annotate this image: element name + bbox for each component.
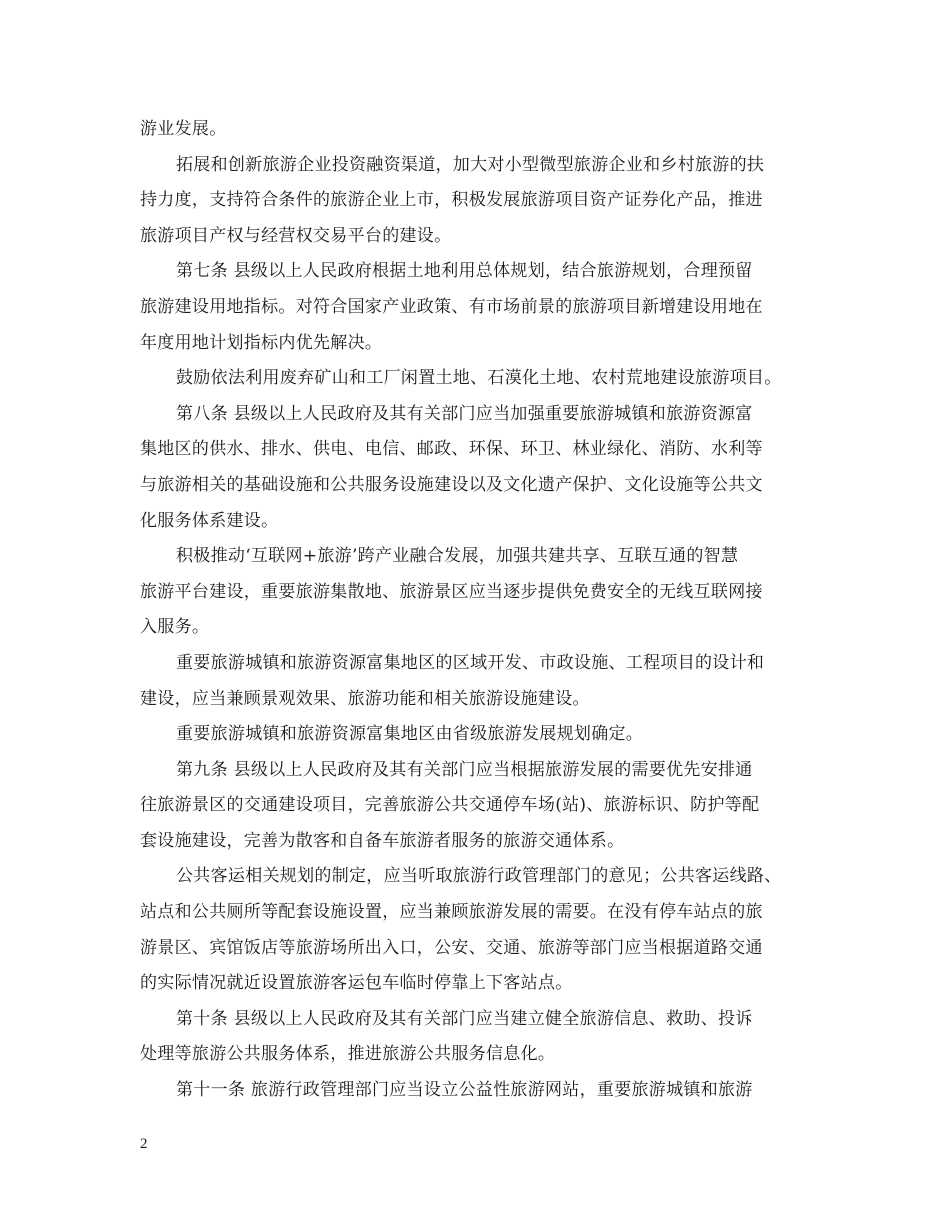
text-line: 第九条 县级以上人民政府及其有关部门应当根据旅游发展的需要优先安排通 <box>176 759 753 780</box>
text-line: 与旅游相关的基础设施和公共服务设施建设以及文化遗产保护、文化设施等公共文 <box>140 474 763 495</box>
text-line: 的实际情况就近设置旅游客运包车临时停靠上下客站点。 <box>140 973 573 994</box>
text-line: 重要旅游城镇和旅游资源富集地区由省级旅游发展规划确定。 <box>176 724 644 745</box>
text-line: 集地区的供水、排水、供电、电信、邮政、环保、环卫、林业绿化、消防、水利等 <box>140 439 763 460</box>
document-body <box>140 112 812 1109</box>
text-line: 持力度，支持符合条件的旅游企业上市，积极发展旅游项目资产证券化产品，推进 <box>140 190 763 211</box>
text-line: 第十一条 旅游行政管理部门应当设立公益性旅游网站，重要旅游城镇和旅游 <box>176 1080 753 1101</box>
text-line: 游业发展。 <box>140 119 227 139</box>
text-line: 第十条 县级以上人民政府及其有关部门应当建立健全旅游信息、救助、投诉 <box>176 1008 753 1029</box>
text-line: 套设施建设，完善为散客和自备车旅游者服务的旅游交通体系。 <box>140 830 625 851</box>
text-line: 积极推动‘互联网+旅游’跨产业融合发展，加强共建共享、互联互通的智慧 <box>176 546 739 567</box>
text-line: 旅游项目产权与经营权交易平台的建设。 <box>140 225 452 246</box>
text-line: 第七条 县级以上人民政府根据土地利用总体规划，结合旅游规划，合理预留 <box>176 261 753 282</box>
text-line: 入服务。 <box>140 617 210 638</box>
text-line: 年度用地计划指标内优先解决。 <box>140 332 383 353</box>
text-line: 拓展和创新旅游企业投资融资渠道，加大对小型微型旅游企业和乡村旅游的扶 <box>176 154 765 175</box>
text-line: 往旅游景区的交通建设项目，完善旅游公共交通停车场(站)、旅游标识、防护等配 <box>140 795 760 816</box>
text-line: 重要旅游城镇和旅游资源富集地区的区域开发、市政设施、工程项目的设计和 <box>176 652 765 673</box>
text-line: 游景区、宾馆饭店等旅游场所出入口，公安、交通、旅游等部门应当根据道路交通 <box>140 937 763 958</box>
text-line: 建设，应当兼顾景观效果、旅游功能和相关旅游设施建设。 <box>140 688 590 709</box>
text-line: 站点和公共厕所等配套设施设置，应当兼顾旅游发展的需要。在没有停车站点的旅 <box>140 902 763 923</box>
text-line: 处理等旅游公共服务体系，推进旅游公共服务信息化。 <box>140 1044 556 1065</box>
text-line: 鼓励依法利用废弃矿山和工厂闲置土地、石漠化土地、农村荒地建设旅游项目。 <box>176 368 782 389</box>
text-line: 公共客运相关规划的制定，应当听取旅游行政管理部门的意见；公共客运线路、 <box>176 866 782 887</box>
page-number: 2 <box>140 1136 148 1152</box>
text-line: 第八条 县级以上人民政府及其有关部门应当加强重要旅游城镇和旅游资源富 <box>176 403 753 424</box>
text-line: 化服务体系建设。 <box>140 510 279 531</box>
text-line: 旅游平台建设，重要旅游集散地、旅游景区应当逐步提供免费安全的无线互联网接 <box>140 581 763 602</box>
text-line: 旅游建设用地指标。对符合国家产业政策、有市场前景的旅游项目新增建设用地在 <box>140 296 763 317</box>
